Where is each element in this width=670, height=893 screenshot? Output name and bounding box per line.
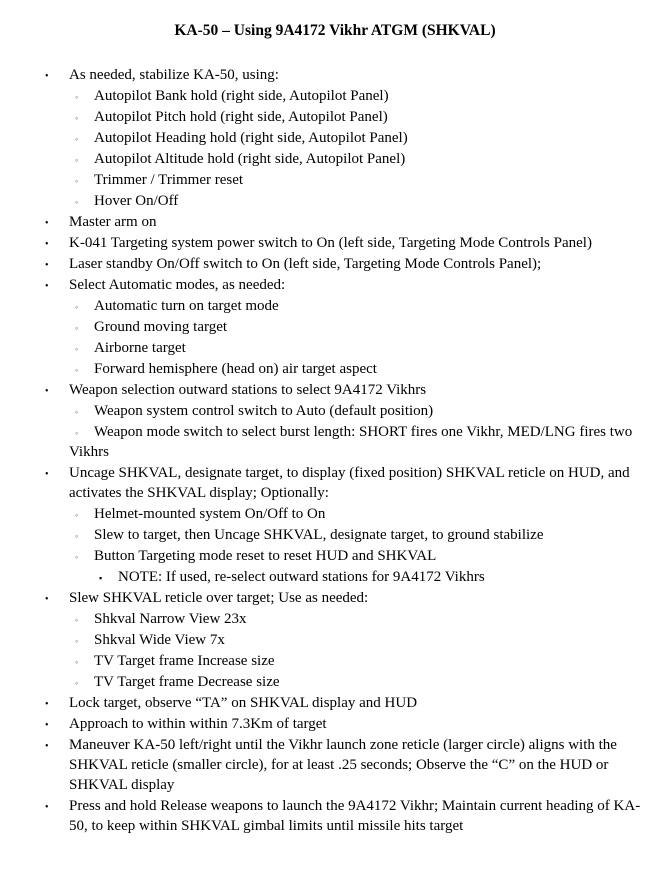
list-item bbox=[0, 692, 670, 713]
bullet-dot-icon: • bbox=[45, 594, 49, 605]
bullet-circle-icon: ◦ bbox=[75, 552, 79, 562]
list-item-text: Master arm on bbox=[69, 214, 157, 230]
bullet-circle-icon: ◦ bbox=[75, 428, 79, 438]
list-item-text: NOTE: If used, re-select outward stations for 9A4172 Vikhrs bbox=[118, 569, 485, 585]
bullet-circle-icon: ◦ bbox=[75, 531, 79, 541]
list-item bbox=[0, 713, 670, 734]
bullet-circle-icon: ◦ bbox=[75, 636, 79, 646]
list-item-text: Approach to within within 7.3Km of target bbox=[69, 716, 327, 732]
list-item bbox=[0, 587, 670, 608]
bullet-circle-icon: ◦ bbox=[75, 510, 79, 520]
bullet-circle-icon: ◦ bbox=[75, 302, 79, 312]
list-item-text: Ground moving target bbox=[94, 319, 228, 335]
document-title: KA-50 – Using 9A4172 Vikhr ATGM (SHKVAL) bbox=[174, 22, 496, 39]
bullet-dot-icon: • bbox=[45, 741, 49, 752]
bullet-circle-icon: ◦ bbox=[75, 365, 79, 375]
sub-list-item bbox=[0, 503, 670, 524]
sub-list-item bbox=[0, 169, 670, 190]
bullet-circle-icon: ◦ bbox=[75, 92, 79, 102]
list-item-text: Trimmer / Trimmer reset bbox=[94, 172, 244, 188]
list-item-text: Autopilot Pitch hold (right side, Autopilot Panel) bbox=[94, 109, 388, 125]
bullet-circle-icon: ◦ bbox=[75, 113, 79, 123]
bullet-dot-icon: • bbox=[45, 239, 49, 250]
list-item-text: Laser standby On/Off switch to On (left side, Targeting Mode Controls Panel); bbox=[69, 256, 542, 272]
sub-list-item bbox=[0, 85, 670, 106]
list-item-text: Maneuver KA-50 left/right until the Vikhr launch zone reticle (larger circle) aligns with the SHKVAL reticle (smaller circle), for at least .25 seconds; Observe the “C” on the HUD or SHKVAL display bbox=[69, 737, 617, 793]
list-item-text: Autopilot Bank hold (right side, Autopilot Panel) bbox=[94, 88, 389, 104]
bullet-circle-icon: ◦ bbox=[75, 176, 79, 186]
bullet-circle-icon: ◦ bbox=[75, 407, 79, 417]
sub-sub-list-item bbox=[0, 566, 670, 587]
sub-list-item bbox=[0, 421, 670, 462]
list-item-text: Shkval Narrow View 23x bbox=[94, 611, 247, 627]
bullet-circle-icon: ◦ bbox=[75, 678, 79, 688]
list-item-text: Weapon selection outward stations to select 9A4172 Vikhrs bbox=[69, 382, 427, 398]
list-item-text: Airborne target bbox=[94, 340, 186, 356]
sub-list-item bbox=[0, 545, 670, 566]
sub-list-item bbox=[0, 650, 670, 671]
bullet-dot-icon: • bbox=[45, 218, 49, 229]
list-item-text: Autopilot Heading hold (right side, Autopilot Panel) bbox=[94, 130, 408, 146]
bullet-dot-icon: • bbox=[45, 699, 49, 710]
bullet-square-icon: ▪ bbox=[99, 573, 103, 583]
bullet-dot-icon: • bbox=[45, 802, 49, 813]
list-item-text: Lock target, observe “TA” on SHKVAL display and HUD bbox=[69, 695, 418, 711]
list-item bbox=[0, 253, 670, 274]
sub-list-item bbox=[0, 148, 670, 169]
bullet-dot-icon: • bbox=[45, 281, 49, 292]
sub-list-item bbox=[0, 358, 670, 379]
list-item bbox=[0, 379, 670, 400]
list-item-text: Weapon system control switch to Auto (default position) bbox=[94, 403, 434, 419]
procedure-list bbox=[0, 64, 670, 836]
list-item-text: Automatic turn on target mode bbox=[94, 298, 279, 314]
bullet-dot-icon: • bbox=[45, 720, 49, 731]
list-item-text: Hover On/Off bbox=[94, 193, 179, 209]
sub-list-item bbox=[0, 106, 670, 127]
sub-list-item bbox=[0, 608, 670, 629]
list-item bbox=[0, 211, 670, 232]
sub-list-item bbox=[0, 337, 670, 358]
sub-list-item bbox=[0, 629, 670, 650]
bullet-circle-icon: ◦ bbox=[75, 344, 79, 354]
bullet-circle-icon: ◦ bbox=[75, 323, 79, 333]
list-item-text: Autopilot Altitude hold (right side, Autopilot Panel) bbox=[94, 151, 406, 167]
list-item bbox=[0, 274, 670, 295]
list-item bbox=[0, 734, 670, 795]
list-item-text: TV Target frame Increase size bbox=[94, 653, 275, 669]
list-item-text: Select Automatic modes, as needed: bbox=[69, 277, 286, 293]
list-item-text: K-041 Targeting system power switch to On (left side, Targeting Mode Controls Panel) bbox=[69, 235, 592, 251]
bullet-circle-icon: ◦ bbox=[75, 657, 79, 667]
bullet-circle-icon: ◦ bbox=[75, 615, 79, 625]
list-item bbox=[0, 462, 670, 503]
bullet-circle-icon: ◦ bbox=[75, 155, 79, 165]
list-item-text: Shkval Wide View 7x bbox=[94, 632, 225, 648]
list-item-text: Helmet-mounted system On/Off to On bbox=[94, 506, 326, 522]
list-item bbox=[0, 795, 670, 836]
sub-list-item bbox=[0, 190, 670, 211]
list-item-text: Button Targeting mode reset to reset HUD and SHKVAL bbox=[94, 548, 437, 564]
sub-list-item bbox=[0, 295, 670, 316]
list-item-text: Slew SHKVAL reticle over target; Use as needed: bbox=[69, 590, 369, 606]
list-item-text: TV Target frame Decrease size bbox=[94, 674, 280, 690]
bullet-circle-icon: ◦ bbox=[75, 134, 79, 144]
list-item-text: Press and hold Release weapons to launch the 9A4172 Vikhr; Maintain current heading of KA-50, to keep within SHKVAL gimbal limits until missile hits target bbox=[69, 798, 641, 834]
sub-list-item bbox=[0, 316, 670, 337]
list-item-text: Slew to target, then Uncage SHKVAL, designate target, to ground stabilize bbox=[94, 527, 544, 543]
sub-list-item bbox=[0, 671, 670, 692]
list-item-text: As needed, stabilize KA-50, using: bbox=[69, 67, 279, 83]
list-item bbox=[0, 64, 670, 85]
bullet-circle-icon: ◦ bbox=[75, 197, 79, 207]
bullet-dot-icon: • bbox=[45, 71, 49, 82]
list-item-text: Uncage SHKVAL, designate target, to display (fixed position) SHKVAL reticle on HUD, and activates the SHKVAL display; Optionally: bbox=[69, 465, 630, 501]
bullet-dot-icon: • bbox=[45, 260, 49, 271]
sub-list-item bbox=[0, 400, 670, 421]
list-item-text: Forward hemisphere (head on) air target aspect bbox=[94, 361, 377, 377]
sub-list-item bbox=[0, 127, 670, 148]
sub-list-item bbox=[0, 524, 670, 545]
list-item-text: Weapon mode switch to select burst length: SHORT fires one Vikhr, MED/LNG fires two Vikhrs bbox=[69, 424, 633, 460]
bullet-dot-icon: • bbox=[45, 386, 49, 397]
bullet-dot-icon: • bbox=[45, 469, 49, 480]
list-item bbox=[0, 232, 670, 253]
